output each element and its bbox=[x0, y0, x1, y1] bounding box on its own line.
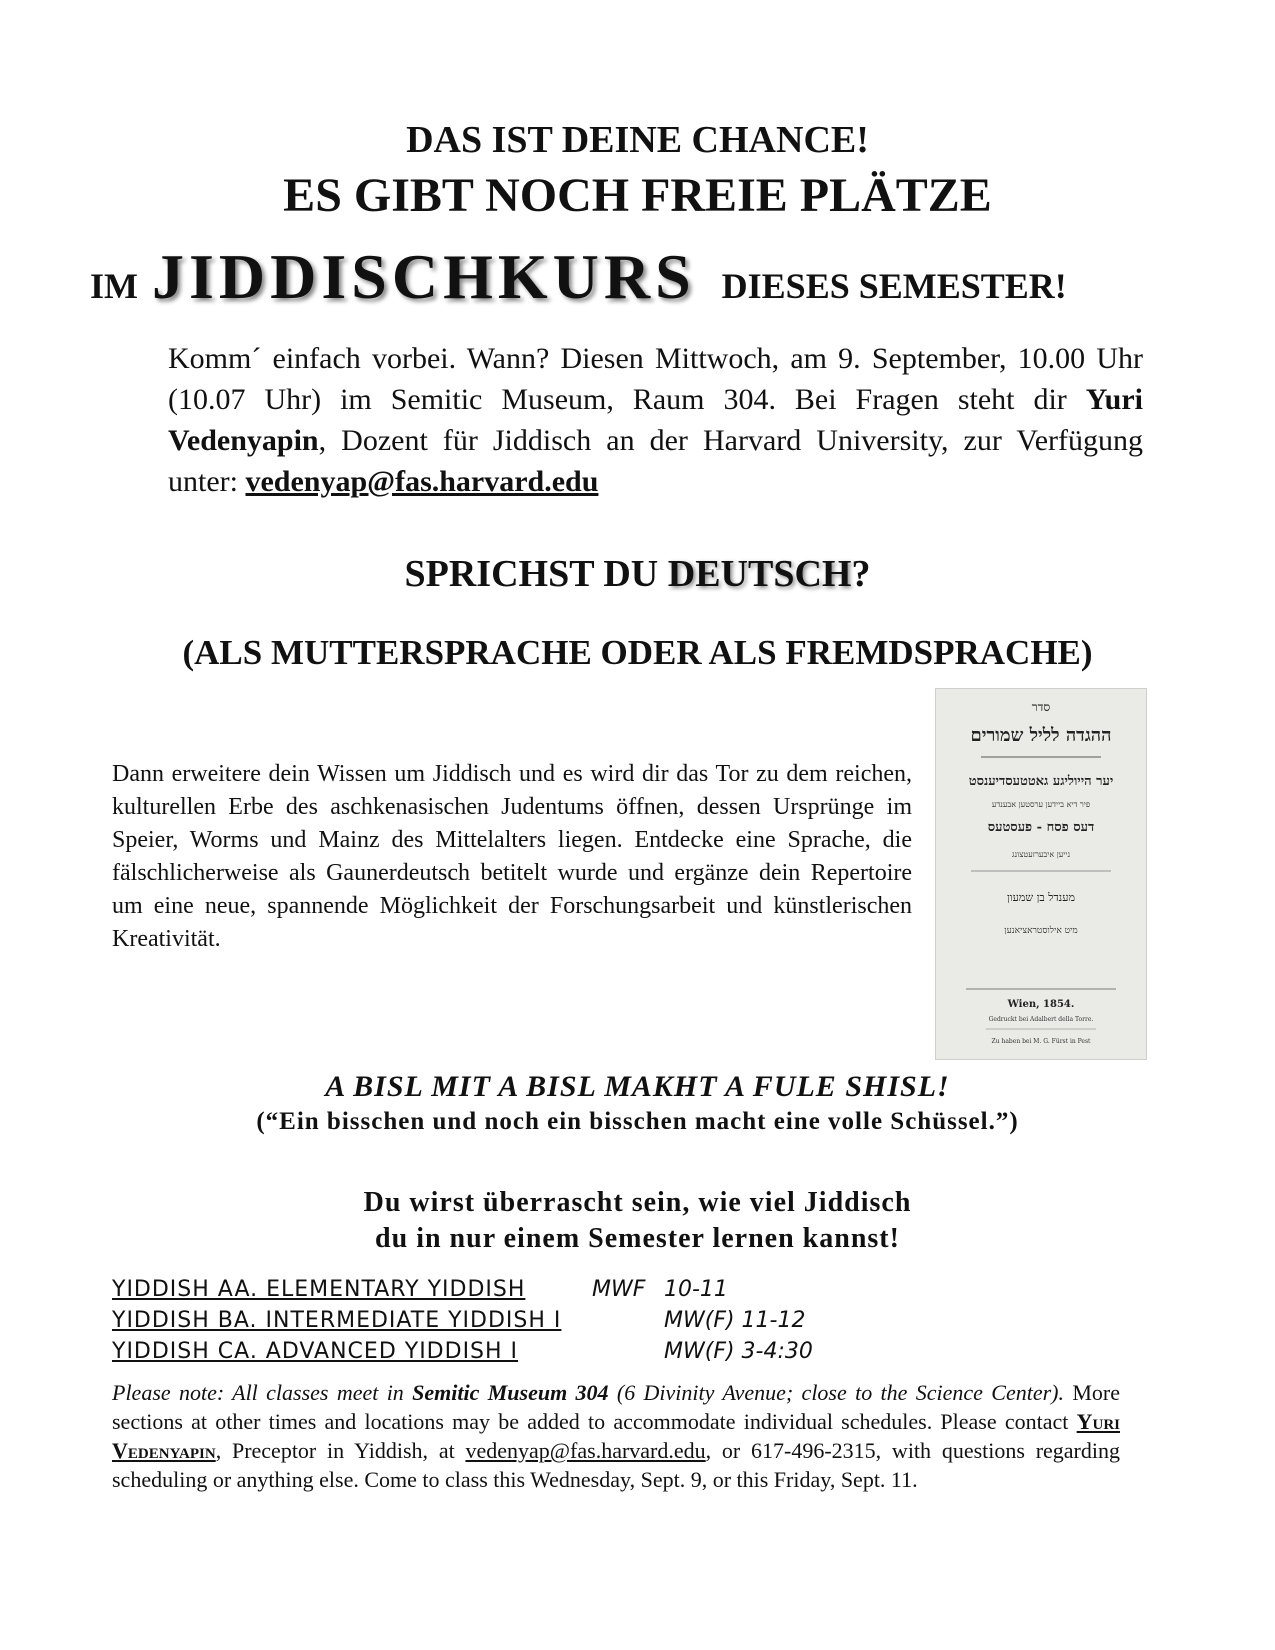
note-text-3: More sections at other times and locations may be added to accommodate individual schedules. Please contact bbox=[112, 1380, 1120, 1434]
cover-line-4: נייען איבערזעטצונג bbox=[1011, 850, 1071, 859]
course-name: YIDDISH CA. ADVANCED YIDDISH I bbox=[112, 1339, 519, 1364]
cover-title: ההגדה לליל שמורים bbox=[970, 725, 1112, 746]
deutsch-heading bbox=[0, 552, 1275, 596]
note-text-4: , Preceptor in Yiddish, at bbox=[215, 1438, 466, 1463]
headline-free-places: ES GIBT NOCH FREIE PLÄTZE bbox=[283, 169, 992, 222]
intro-text-2: , Dozent für Jiddisch an der Harvard University, zur Verfügung unter: bbox=[168, 424, 1143, 498]
surprise-line-2: du in nur einem Semester lernen kannst! bbox=[375, 1223, 900, 1254]
cover-line-5: מענדל בן שמעון bbox=[1006, 891, 1076, 904]
intro-paragraph bbox=[168, 338, 1143, 502]
note-text-1: Please note: All classes meet in bbox=[112, 1380, 413, 1405]
cover-line-1: יער הייוליגע גאטטעסדיענסט bbox=[968, 774, 1114, 789]
cover-printer: Gedruckt bei Adalbert della Torre. bbox=[988, 1016, 1094, 1023]
body-paragraph: Dann erweitere dein Wissen um Jiddisch und es wird dir das Tor zu dem reichen, kulturellen Erbe des aschkenasischen Judentums öffnen, dessen Ursprünge im Speier, Worms und Mainz des Mittelalters liegen. Entdecke eine Sprache, die fälschlicherweise als Gaunerdeutsch betitelt wurde und ergänze dein Repertoire um eine neue, spannende Möglichkeit der Forschungsarbeit und künstlerischen Kreativität. bbox=[112, 761, 912, 952]
instructor-name: Yuri Vedenyapin bbox=[168, 383, 1143, 457]
course-days: MWF bbox=[592, 1277, 646, 1302]
course-name: YIDDISH AA. ELEMENTARY YIDDISH bbox=[112, 1277, 526, 1302]
course-schedule: MW(F) 3-4:30 bbox=[664, 1339, 813, 1364]
deutsch-prefix: SPRICHST DU bbox=[404, 553, 668, 595]
headline-course bbox=[90, 240, 1190, 314]
cover-seller: Zu haben bei M. G. Fürst in Pest bbox=[991, 1038, 1091, 1045]
course-schedule: MW(F) 11-12 bbox=[664, 1308, 806, 1333]
deutsch-word: DEUTSCH bbox=[667, 553, 852, 595]
yiddish-proverb: A BISL MIT A BISL MAKHT A FULE SHISL! bbox=[325, 1070, 950, 1103]
headline-suffix: DIESES SEMESTER! bbox=[721, 266, 1067, 306]
note-contact-name: Yuri Vedenyapin bbox=[112, 1409, 1120, 1463]
note-email-link[interactable]: vedenyap@fas.harvard.edu bbox=[465, 1438, 706, 1463]
instructor-email-link[interactable]: vedenyap@fas.harvard.edu bbox=[245, 465, 599, 498]
cover-line-3: דעס פסח - פעסטעס bbox=[987, 820, 1095, 835]
course-time: 10-11 bbox=[664, 1277, 728, 1302]
language-subheading: (ALS MUTTERSPRACHE ODER ALS FREMDSPRACHE) bbox=[182, 633, 1093, 672]
cover-line-6: מיט אילוסטראציאנען bbox=[1004, 926, 1078, 936]
headline-jiddischkurs: JIDDISCHKURS bbox=[152, 241, 696, 312]
surprise-line-1: Du wirst überrascht sein, wie viel Jiddisch bbox=[363, 1187, 912, 1218]
course-name: YIDDISH BA. INTERMEDIATE YIDDISH I bbox=[112, 1308, 562, 1333]
note-text-2: (6 Divinity Avenue; close to the Science Center). bbox=[608, 1380, 1064, 1405]
haggadah-title-page-image bbox=[935, 688, 1147, 1060]
cover-top: סדר bbox=[1031, 700, 1051, 714]
headline-chance: DAS IST DEINE CHANCE! bbox=[406, 119, 869, 161]
intro-text: Komm´ einfach vorbei. Wann? Diesen Mittwoch, am 9. September, 10.00 Uhr (10.07 Uhr) im Semitic Museum, Raum 304. Bei Fragen steht dir bbox=[168, 342, 1143, 416]
cover-line-2: פיר דיא ביידען ערסטען אבענדע bbox=[991, 800, 1091, 809]
schedule-note bbox=[112, 1378, 1120, 1494]
note-text-5: , or 617-496-2315, with questions regarding scheduling or anything else. Come to class this Wednesday, Sept. 9, or this Friday, Sept. 11. bbox=[112, 1438, 1120, 1492]
deutsch-suffix: ? bbox=[851, 553, 871, 595]
headline-prefix: IM bbox=[90, 266, 138, 306]
proverb-translation: (“Ein bisschen und noch ein bisschen macht eine volle Schüssel.”) bbox=[256, 1108, 1019, 1135]
cover-city: Wien, 1854. bbox=[1007, 999, 1075, 1010]
note-location: Semitic Museum 304 bbox=[412, 1380, 609, 1405]
